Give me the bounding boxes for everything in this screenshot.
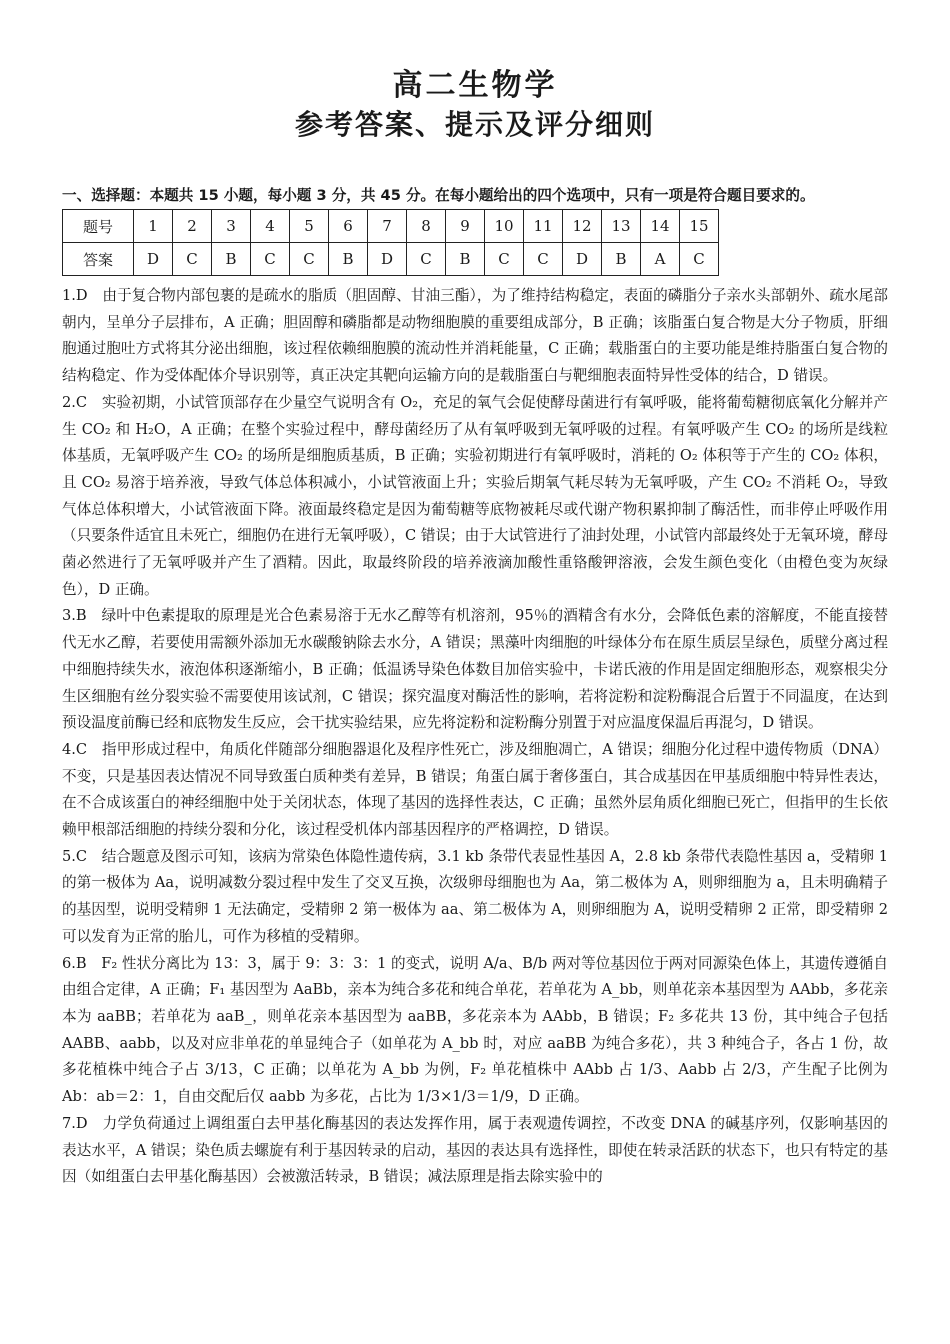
- question-number-cell: 10: [485, 210, 524, 243]
- answer-cell: C: [680, 243, 719, 276]
- explanation-item: 3.B 绿叶中色素提取的原理是光合色素易溶于无水乙醇等有机溶剂，95％的酒精含有水分，会降低色素的溶解度，不能直接替代无水乙醇，若要使用需额外添加无水碳酸钠除去水分，A 错误；黑藻叶肉细胞的叶绿体分布在原生质层呈绿色，质壁分离过程中细胞持续失水，液泡体积逐渐缩小，B 正确；低温诱导染色体数目加倍实验中，卡诺氏液的作用是固定细胞形态，观察根尖分生区细胞有丝分裂实验不需要使用该试剂，C 错误；探究温度对酶活性的影响，若将淀粉和淀粉酶混合后置于不同温度，在达到预设温度前酶已经和底物发生反应，会干扰实验结果，应先将淀粉和淀粉酶分别置于对应温度保温后再混匀，D 错误。: [62, 607, 888, 732]
- explanation-item: 2.C 实验初期，小试管顶部存在少量空气说明含有 O₂，充足的氧气会促使酵母菌进行有氧呼吸，能将葡萄糖彻底氧化分解并产生 CO₂ 和 H₂O，A 正确；在整个实验过程中，酵母菌经历了从有氧呼吸到无氧呼吸的过程。有氧呼吸产生 CO₂ 的场所是线粒体基质，无氧呼吸产生 CO₂ 的场所是细胞质基质，B 正确；实验初期进行有氧呼吸时，消耗的 O₂ 体积等于产生的 CO₂ 体积，且 CO₂ 易溶于培养液，导致气体总体积减小，小试管液面上升；实验后期氧气耗尽转为无氧呼吸，产生 CO₂ 不消耗 O₂，导致气体总体积增大，小试管液面下降。液面最终稳定是因为葡萄糖等底物被耗尽或代谢产物积累抑制了酶活性，而非停止呼吸作用（只要条件适宜且未死亡，细胞仍在进行无氧呼吸），C 错误；由于大试管进行了油封处理，小试管内部最终处于无氧环境，酵母菌必然进行了无氧呼吸并产生了酒精。因此，取最终阶段的培养液滴加酸性重铬酸钾溶液，会发生颜色变化（由橙色变为灰绿色），D 正确。: [62, 393, 888, 598]
- explanation-item: 6.B F₂ 性状分离比为 13：3，属于 9：3：3：1 的变式，说明 A/a、B/b 两对等位基因位于两对同源染色体上，其遗传遵循自由组合定律，A 正确；F₁ 基因型为 AaBb，亲本为纯合多花和纯合单花，若单花为 A_bb，则单花亲本基因型为 AAbb，多花亲本为 aaBB；若单花为 aaB_，则单花亲本基因型为 aaBB，多花亲本为 AAbb，B 错误；F₂ 多花共 13 份，其中纯合子包括 AABB、aabb，以及对应非单花的单显纯合子（如单花为 A_bb 时，对应 aaBB 为纯合多花），共 3 种纯合子，各占 1 份，故多花植株中纯合子占 3/13，C 正确；以单花为 A_bb 为例，F₂ 单花植株中 AAbb 占 1/3、Aabb 占 2/3，产生配子比例为 Ab：ab＝2：1，自由交配后仅 aabb 为多花，占比为 1/3×1/3＝1/9，D 正确。: [62, 954, 888, 1106]
- question-number-cell: 4: [251, 210, 290, 243]
- answer-cell: B: [602, 243, 641, 276]
- question-number-cell: 3: [212, 210, 251, 243]
- question-number-cell: 8: [407, 210, 446, 243]
- explanation-item: 5.C 结合题意及图示可知，该病为常染色体隐性遗传病，3.1 kb 条带代表显性基因 A，2.8 kb 条带代表隐性基因 a，受精卵 1 的第一极体为 Aa，说明减数分裂过程中发生了交叉互换，次级卵母细胞也为 Aa，第二极体为 A，则卵细胞为 a，且未明确精子的基因型，说明受精卵 1 无法确定，受精卵 2 第一极体为 aa、第二极体为 A，则卵细胞为 A，说明受精卵 2 正常，即受精卵 2 可以发育为正常的胎儿，可作为移植的受精卵。: [62, 847, 888, 945]
- explanation-item: 4.C 指甲形成过程中，角质化伴随部分细胞器退化及程序性死亡，涉及细胞凋亡，A 错误；细胞分化过程中遗传物质（DNA）不变，只是基因表达情况不同导致蛋白质种类有差异，B 错误；角蛋白属于奢侈蛋白，其合成基因在甲基质细胞中特异性表达，在不合成该蛋白的神经细胞中处于关闭状态，体现了基因的选择性表达，C 正确；虽然外层角质化细胞已死亡，但指甲的生长依赖甲根部活细胞的持续分裂和分化，该过程受机体内部基因程序的严格调控，D 错误。: [62, 740, 888, 839]
- question-number-cell: 15: [680, 210, 719, 243]
- question-number-cell: 11: [524, 210, 563, 243]
- answer-table: [62, 209, 719, 276]
- question-number-cell: 1: [134, 210, 173, 243]
- answer-cell: C: [485, 243, 524, 276]
- row-label-answer: 答案: [63, 243, 134, 276]
- answer-cell: D: [563, 243, 602, 276]
- answer-cell: C: [524, 243, 563, 276]
- answer-cell: C: [290, 243, 329, 276]
- question-number-cell: 7: [368, 210, 407, 243]
- page-title: 高二生物学: [392, 68, 558, 103]
- answer-cell: C: [173, 243, 212, 276]
- answer-cell: C: [251, 243, 290, 276]
- answer-cell: D: [134, 243, 173, 276]
- question-number-cell: 14: [641, 210, 680, 243]
- explanation-list: [62, 283, 888, 1191]
- section-heading: 一、选择题：本题共 15 小题，每小题 3 分，共 45 分。在每小题给出的四个选项中，只有一项是符合题目要求的。: [62, 187, 815, 204]
- page-subtitle: 参考答案、提示及评分细则: [294, 108, 655, 141]
- question-number-cell: 9: [446, 210, 485, 243]
- explanation-item: 1.D 由于复合物内部包裹的是疏水的脂质（胆固醇、甘油三酯），为了维持结构稳定，表面的磷脂分子亲水头部朝外、疏水尾部朝内，呈单分子层排布，A 正确；胆固醇和磷脂都是动物细胞膜的重要组成部分，B 正确；该脂蛋白复合物是大分子物质，肝细胞通过胞吐方式将其分泌出细胞，该过程依赖细胞膜的流动性并消耗能量，C 正确；载脂蛋白的主要功能是维持脂蛋白复合物的结构稳定、作为受体配体介导识别等，真正决定其靶向运输方向的是载脂蛋白与靶细胞表面特异性受体的结合，D 错误。: [62, 287, 888, 385]
- answer-cell: A: [641, 243, 680, 276]
- explanation-item: 7.D 力学负荷通过上调组蛋白去甲基化酶基因的表达发挥作用，属于表观遗传调控，不改变 DNA 的碱基序列，仅影响基因的表达水平，A 错误；染色质去螺旋有利于基因转录的启动，基因的表达具有选择性，即使在转录活跃的状态下，也只有特定的基因（如组蛋白去甲基化酶基因）会被激活转录，B 错误；减法原理是指去除实验中的: [62, 1114, 888, 1186]
- question-number-cell: 2: [173, 210, 212, 243]
- question-number-cell: 12: [563, 210, 602, 243]
- answer-cell: B: [329, 243, 368, 276]
- answer-cell: D: [368, 243, 407, 276]
- row-label-number: 题号: [63, 210, 134, 243]
- answer-cell: B: [446, 243, 485, 276]
- answer-cell: C: [407, 243, 446, 276]
- answer-table-number-row: [63, 210, 719, 243]
- answer-cell: B: [212, 243, 251, 276]
- question-number-cell: 5: [290, 210, 329, 243]
- question-number-cell: 6: [329, 210, 368, 243]
- question-number-cell: 13: [602, 210, 641, 243]
- answer-table-answer-row: [63, 243, 719, 276]
